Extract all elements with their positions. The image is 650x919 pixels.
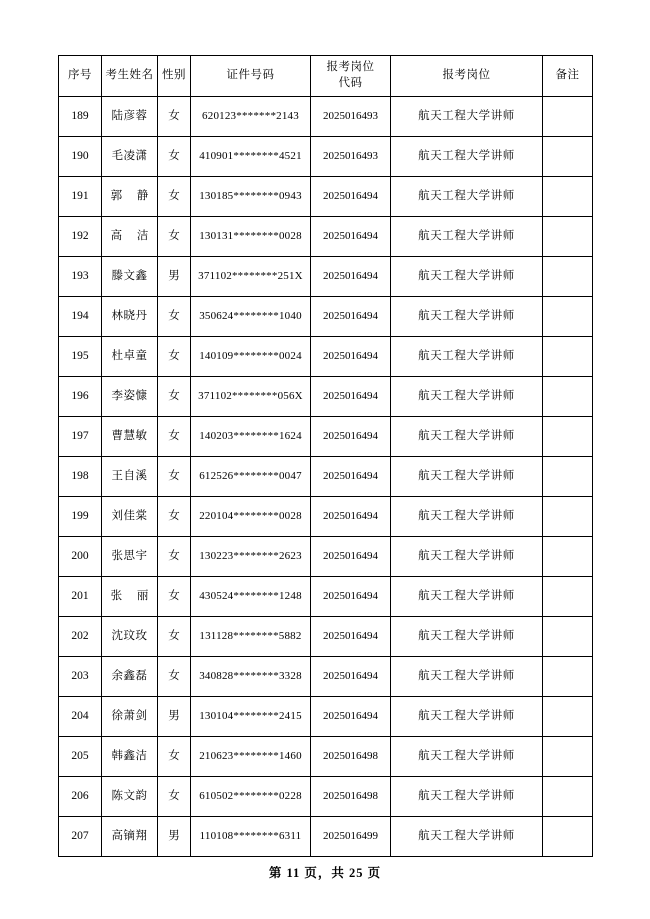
cell-name: 高 洁 (102, 217, 158, 257)
table-row (59, 297, 593, 337)
cell-note (543, 577, 593, 617)
cell-seq: 201 (59, 577, 102, 617)
cell-post: 航天工程大学讲师 (391, 697, 543, 737)
cell-note (543, 457, 593, 497)
cell-sex: 女 (158, 137, 191, 177)
cell-note (543, 697, 593, 737)
cell-post: 航天工程大学讲师 (391, 297, 543, 337)
cell-sex: 女 (158, 97, 191, 137)
table-row (59, 697, 593, 737)
cell-name: 李姿慷 (102, 377, 158, 417)
cell-post-code: 2025016499 (311, 817, 391, 857)
cell-seq: 191 (59, 177, 102, 217)
cell-post-code: 2025016494 (311, 297, 391, 337)
cell-post: 航天工程大学讲师 (391, 257, 543, 297)
cell-name: 林晓丹 (102, 297, 158, 337)
cell-seq: 192 (59, 217, 102, 257)
cell-id-number: 371102********056X (191, 377, 311, 417)
cell-post-code: 2025016493 (311, 97, 391, 137)
table-row (59, 577, 593, 617)
cell-note (543, 337, 593, 377)
cell-post: 航天工程大学讲师 (391, 177, 543, 217)
cell-post-code: 2025016494 (311, 417, 391, 457)
cell-post-code: 2025016498 (311, 737, 391, 777)
table-body (59, 97, 593, 857)
cell-seq: 203 (59, 657, 102, 697)
cell-name: 张思宇 (102, 537, 158, 577)
cell-post-code: 2025016494 (311, 657, 391, 697)
column-header-sex: 性别 (158, 56, 191, 97)
cell-seq: 206 (59, 777, 102, 817)
cell-id-number: 130131********0028 (191, 217, 311, 257)
cell-name: 韩鑫洁 (102, 737, 158, 777)
cell-post-code: 2025016494 (311, 617, 391, 657)
cell-sex: 女 (158, 577, 191, 617)
cell-seq: 194 (59, 297, 102, 337)
cell-sex: 男 (158, 817, 191, 857)
cell-sex: 男 (158, 697, 191, 737)
cell-seq: 204 (59, 697, 102, 737)
cell-name: 毛凌潇 (102, 137, 158, 177)
cell-note (543, 297, 593, 337)
table-header-row (59, 56, 593, 97)
cell-id-number: 131128********5882 (191, 617, 311, 657)
table-row (59, 457, 593, 497)
table-row (59, 97, 593, 137)
cell-id-number: 130104********2415 (191, 697, 311, 737)
cell-seq: 196 (59, 377, 102, 417)
cell-post: 航天工程大学讲师 (391, 377, 543, 417)
cell-name: 高镝翔 (102, 817, 158, 857)
table-row (59, 177, 593, 217)
cell-name: 刘佳棠 (102, 497, 158, 537)
cell-post: 航天工程大学讲师 (391, 657, 543, 697)
cell-post: 航天工程大学讲师 (391, 417, 543, 457)
cell-seq: 195 (59, 337, 102, 377)
cell-note (543, 217, 593, 257)
cell-seq: 193 (59, 257, 102, 297)
table-row (59, 777, 593, 817)
cell-name: 张 丽 (102, 577, 158, 617)
cell-seq: 189 (59, 97, 102, 137)
cell-name: 陈文韵 (102, 777, 158, 817)
cell-note (543, 537, 593, 577)
cell-sex: 男 (158, 257, 191, 297)
cell-name: 沈玟玫 (102, 617, 158, 657)
cell-name: 曹慧敏 (102, 417, 158, 457)
cell-note (543, 737, 593, 777)
cell-post-code: 2025016494 (311, 257, 391, 297)
cell-post-code: 2025016494 (311, 457, 391, 497)
cell-name: 王自溪 (102, 457, 158, 497)
cell-name: 滕文鑫 (102, 257, 158, 297)
cell-post: 航天工程大学讲师 (391, 457, 543, 497)
cell-note (543, 177, 593, 217)
table-row (59, 817, 593, 857)
cell-post-code: 2025016494 (311, 377, 391, 417)
cell-seq: 190 (59, 137, 102, 177)
cell-note (543, 377, 593, 417)
cell-note (543, 617, 593, 657)
cell-post-code: 2025016494 (311, 537, 391, 577)
cell-sex: 女 (158, 297, 191, 337)
cell-id-number: 210623********1460 (191, 737, 311, 777)
column-header-post-code (311, 56, 391, 97)
cell-post: 航天工程大学讲师 (391, 537, 543, 577)
cell-seq: 205 (59, 737, 102, 777)
cell-post-code: 2025016494 (311, 497, 391, 537)
cell-id-number: 130223********2623 (191, 537, 311, 577)
cell-post-code: 2025016493 (311, 137, 391, 177)
column-header-note: 备注 (543, 56, 593, 97)
cell-id-number: 350624********1040 (191, 297, 311, 337)
cell-id-number: 130185********0943 (191, 177, 311, 217)
cell-post-code: 2025016494 (311, 177, 391, 217)
table-header (59, 56, 593, 97)
cell-sex: 女 (158, 657, 191, 697)
table-row (59, 137, 593, 177)
column-header-seq: 序号 (59, 56, 102, 97)
cell-post: 航天工程大学讲师 (391, 497, 543, 537)
cell-id-number: 612526********0047 (191, 457, 311, 497)
cell-id-number: 140109********0024 (191, 337, 311, 377)
cell-sex: 女 (158, 617, 191, 657)
cell-seq: 197 (59, 417, 102, 457)
cell-post: 航天工程大学讲师 (391, 337, 543, 377)
table-row (59, 417, 593, 457)
cell-id-number: 410901********4521 (191, 137, 311, 177)
cell-sex: 女 (158, 777, 191, 817)
cell-name: 陆彦蓉 (102, 97, 158, 137)
cell-sex: 女 (158, 417, 191, 457)
cell-name: 余鑫磊 (102, 657, 158, 697)
cell-id-number: 610502********0228 (191, 777, 311, 817)
cell-seq: 202 (59, 617, 102, 657)
table-row (59, 337, 593, 377)
column-header-name: 考生姓名 (102, 56, 158, 97)
cell-post-code: 2025016494 (311, 697, 391, 737)
column-header-post-code-line2: 代码 (338, 77, 363, 89)
cell-id-number: 110108********6311 (191, 817, 311, 857)
cell-post: 航天工程大学讲师 (391, 777, 543, 817)
cell-seq: 207 (59, 817, 102, 857)
cell-note (543, 777, 593, 817)
column-header-id: 证件号码 (191, 56, 311, 97)
cell-sex: 女 (158, 737, 191, 777)
cell-sex: 女 (158, 217, 191, 257)
cell-note (543, 137, 593, 177)
cell-post: 航天工程大学讲师 (391, 137, 543, 177)
cell-note (543, 97, 593, 137)
cell-sex: 女 (158, 457, 191, 497)
cell-note (543, 817, 593, 857)
cell-id-number: 340828********3328 (191, 657, 311, 697)
page-footer: 第 11 页，共 25 页 (268, 866, 382, 880)
cell-seq: 199 (59, 497, 102, 537)
table-row (59, 617, 593, 657)
table-row (59, 657, 593, 697)
cell-note (543, 497, 593, 537)
cell-name: 郭 静 (102, 177, 158, 217)
cell-post: 航天工程大学讲师 (391, 617, 543, 657)
table-row (59, 257, 593, 297)
cell-sex: 女 (158, 337, 191, 377)
cell-sex: 女 (158, 177, 191, 217)
cell-note (543, 257, 593, 297)
cell-name: 徐萧剑 (102, 697, 158, 737)
table-row (59, 217, 593, 257)
cell-id-number: 620123*******2143 (191, 97, 311, 137)
cell-sex: 女 (158, 537, 191, 577)
table-row (59, 737, 593, 777)
column-header-post-code-line1: 报考岗位 (326, 61, 375, 74)
cell-name: 杜卓童 (102, 337, 158, 377)
cell-id-number: 140203********1624 (191, 417, 311, 457)
table-row (59, 377, 593, 417)
cell-post: 航天工程大学讲师 (391, 817, 543, 857)
table-row (59, 537, 593, 577)
cell-post: 航天工程大学讲师 (391, 217, 543, 257)
cell-sex: 女 (158, 497, 191, 537)
cell-post-code: 2025016494 (311, 217, 391, 257)
column-header-post: 报考岗位 (391, 56, 543, 97)
cell-note (543, 417, 593, 457)
cell-post-code: 2025016498 (311, 777, 391, 817)
cell-id-number: 430524********1248 (191, 577, 311, 617)
cell-seq: 198 (59, 457, 102, 497)
table-row (59, 497, 593, 537)
cell-sex: 女 (158, 377, 191, 417)
cell-post: 航天工程大学讲师 (391, 737, 543, 777)
cell-id-number: 371102********251X (191, 257, 311, 297)
cell-post-code: 2025016494 (311, 577, 391, 617)
cell-id-number: 220104********0028 (191, 497, 311, 537)
cell-post: 航天工程大学讲师 (391, 577, 543, 617)
candidate-roster-table (58, 55, 593, 857)
cell-post: 航天工程大学讲师 (391, 97, 543, 137)
cell-seq: 200 (59, 537, 102, 577)
cell-note (543, 657, 593, 697)
cell-post-code: 2025016494 (311, 337, 391, 377)
